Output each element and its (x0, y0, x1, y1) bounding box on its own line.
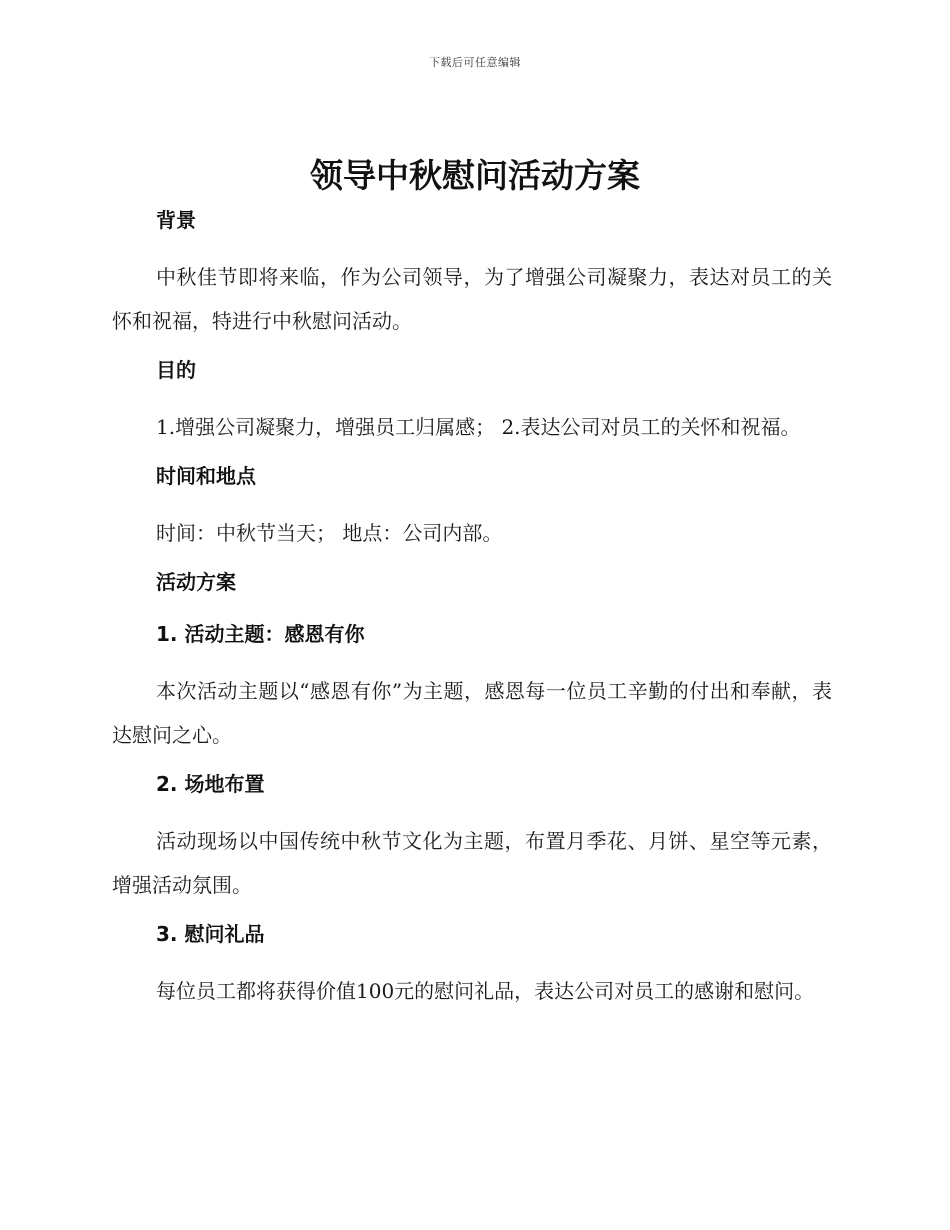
heading-time-place: 时间和地点 (156, 464, 256, 488)
paragraph-purpose: 1.增强公司凝聚力，增强员工归属感； 2.表达公司对员工的关怀和祝福。 (156, 415, 801, 439)
heading-background: 背景 (156, 208, 196, 232)
paragraph-time-place: 时间：中秋节当天； 地点：公司内部。 (156, 521, 503, 545)
heading-plan: 活动方案 (156, 570, 236, 594)
paragraph-theme: 本次活动主题以“感恩有你”为主题，感恩每一位员工辛勤的付出和奉献，表达慰问之心。 (112, 679, 832, 747)
heading-venue: 2. 场地布置 (156, 772, 265, 796)
document-title: 领导中秋慰问活动方案 (310, 156, 640, 195)
paragraph-venue: 活动现场以中国传统中秋节文化为主题，布置月季花、月饼、星空等元素，增强活动氛围。 (112, 829, 832, 897)
heading-gift: 3. 慰问礼品 (156, 922, 265, 946)
paragraph-gift: 每位员工都将获得价值100元的慰问礼品，表达公司对员工的感谢和慰问。 (156, 979, 815, 1003)
header-note: 下载后可任意编辑 (429, 56, 521, 69)
document-body (112, 203, 832, 1013)
heading-purpose: 目的 (156, 358, 196, 382)
heading-theme: 1. 活动主题：感恩有你 (156, 622, 365, 646)
paragraph-background: 中秋佳节即将来临，作为公司领导，为了增强公司凝聚力，表达对员工的关怀和祝福，特进行中秋慰问活动。 (112, 265, 832, 333)
